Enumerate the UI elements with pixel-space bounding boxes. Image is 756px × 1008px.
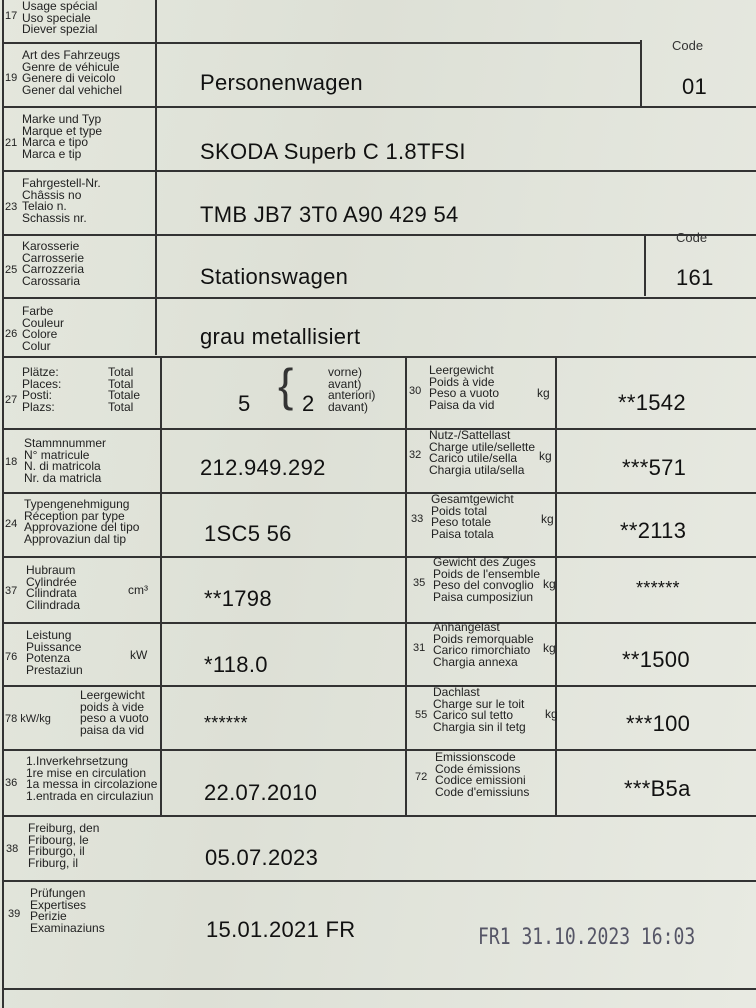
rule (2, 988, 756, 990)
train-weight-value: ****** (636, 578, 680, 598)
label-total-weight: Gesamtgewicht Poids total Peso totale Paisa totala (431, 492, 514, 541)
rule (640, 40, 642, 106)
code-header-body: Code (676, 230, 708, 245)
unit-kg: kg (543, 577, 556, 591)
label-power: Leistung Puissance Potenza Prestaziun (26, 628, 83, 677)
field-number-26: 26 (5, 328, 18, 340)
field-number-72: 72 (415, 771, 428, 783)
rule (2, 556, 756, 558)
towing-weight-value: **1500 (622, 647, 690, 672)
field-number-31: 31 (413, 642, 426, 654)
rule (2, 234, 756, 236)
rule (2, 749, 756, 751)
label-displacement: Hubraum Cylindrée Cilindrata Cilindrada (26, 563, 81, 612)
field-number-18: 18 (5, 456, 18, 468)
unit-cm3: cm³ (128, 583, 148, 597)
field-number-33: 33 (411, 513, 424, 525)
inspection-value: 15.01.2021 FR (206, 917, 356, 942)
field-number-35: 35 (413, 577, 426, 589)
first-registration-value: 22.07.2010 (204, 780, 318, 805)
color-value: grau metallisiert (200, 324, 361, 349)
label-make-model: Marke und Typ Marque et type Marca e tipo Marca e tip (22, 112, 103, 161)
label-emission-code: Emissionscode Code émissions Codice emissioni Code d'emissiuns (435, 750, 530, 799)
vehicle-type-code: 01 (682, 74, 708, 99)
rule (2, 492, 756, 494)
field-number-27: 27 (5, 394, 18, 406)
emission-code-value: ***B5a (624, 776, 691, 801)
field-number-21: 21 (5, 137, 18, 149)
label-seats-front: vorne) avant) anteriori) davant) (328, 365, 376, 414)
total-weight-value: **2113 (620, 518, 687, 543)
chassis-number-value: TMB JB7 3T0 A90 429 54 (200, 202, 459, 227)
rule (2, 815, 756, 817)
field-number-30: 30 (409, 385, 422, 397)
code-header: Code (672, 38, 704, 53)
rule (160, 356, 162, 816)
label-vehicle-type: Art des Fahrzeugs Genre de véhicule Genere di veicolo Gener dal vehichel (22, 48, 123, 97)
label-payload: Nutz-/Sattellast Charge utile/sellette Carico utile/sella Chargia utila/sella (429, 428, 536, 477)
field-number-37: 37 (5, 585, 18, 597)
rule (644, 234, 646, 296)
rule (2, 685, 756, 687)
rule (2, 170, 756, 172)
unit-kg: kg (545, 707, 558, 721)
label-place-date: Freiburg, den Fribourg, le Friburgo, il Friburg, il (28, 821, 100, 870)
type-approval-value: 1SC5 56 (204, 521, 292, 546)
empty-weight-value: **1542 (618, 390, 686, 415)
rule (2, 356, 756, 358)
field-number-39: 39 (8, 908, 21, 920)
field-number-19: 19 (5, 72, 18, 84)
print-stamp: FR1 31.10.2023 16:03 (478, 925, 696, 950)
make-model-value: SKODA Superb C 1.8TFSI (200, 139, 466, 164)
field-number-17: 17 (5, 10, 18, 22)
label-registry-number: Stammnummer N° matricule N. di matricola Nr. da matricla (24, 436, 107, 485)
label-seats-total: Total Total Totale Total (108, 365, 141, 414)
field-number-38: 38 (6, 843, 19, 855)
label-chassis-number: Fahrgestell-Nr. Châssis no Telaio n. Schassis nr. (22, 176, 101, 225)
label-inspections: Prüfungen Expertises Perizie Examinaziuns (30, 886, 105, 935)
power-value: *118.0 (204, 652, 268, 677)
power-weight-value: ****** (204, 713, 248, 733)
field-number-36: 36 (5, 777, 18, 789)
field-number-55: 55 (415, 709, 428, 721)
label-type-approval: Typengenehmigung Réception par type Approvazione del tipo Approvaziun dal tip (24, 497, 140, 546)
label-body-type: Karosserie Carrosserie Carrozzeria Carossaria (22, 239, 85, 288)
field-number-23: 23 (5, 201, 18, 213)
label-towing-weight: Anhängelast Poids remorquable Carico rimorchiato Chargia annexa (433, 620, 534, 669)
rule (2, 297, 756, 299)
unit-kg: kg (539, 449, 552, 463)
seats-front-value: 2 (302, 391, 315, 416)
field-number-32: 32 (409, 449, 422, 461)
vehicle-type-value: Personenwagen (200, 70, 363, 95)
left-border (2, 0, 4, 1008)
brace-icon: { (278, 359, 294, 411)
roof-load-value: ***100 (626, 711, 691, 736)
label-roof-load: Dachlast Charge sur le toit Carico sul tetto Chargia sin il tetg (433, 685, 526, 734)
issue-date-value: 05.07.2023 (205, 845, 319, 870)
unit-kw: kW (130, 648, 148, 662)
field-number-76: 76 (5, 651, 18, 663)
rule (2, 622, 756, 624)
label-divider-upper (155, 0, 157, 355)
field-number-24: 24 (5, 518, 18, 530)
label-usage-special: Usage spécial Uso speciale Diever spezial (22, 0, 98, 36)
unit-kg: kg (543, 641, 556, 655)
label-color: Farbe Couleur Colore Colur (22, 304, 65, 353)
rule (2, 42, 642, 44)
label-train-weight: Gewicht des Zuges Poids de l'ensemble Peso del convoglio Paisa cumposiziun (433, 555, 541, 604)
body-type-value: Stationswagen (200, 264, 349, 289)
field-number-78: 78 kW/kg (5, 713, 51, 725)
label-empty-weight: Leergewicht Poids à vide Peso a vuoto Paisa da vid (429, 363, 500, 412)
label-first-registration: 1.Inverkehrsetzung 1re mise en circulation 1a messa in circolazione 1.entrada en circulaziun (26, 754, 158, 803)
displacement-value: **1798 (204, 586, 272, 611)
seats-total-value: 5 (238, 391, 251, 416)
unit-kg: kg (541, 512, 554, 526)
rule (2, 880, 756, 882)
payload-value: ***571 (622, 455, 687, 480)
label-power-weight: Leergewicht poids à vide peso a vuoto paisa da vid (80, 688, 149, 737)
unit-kg: kg (537, 386, 550, 400)
body-type-code: 161 (676, 265, 714, 290)
rule (405, 356, 407, 816)
rule (2, 106, 756, 108)
field-number-25: 25 (5, 264, 18, 276)
rule (2, 428, 756, 430)
label-seats: Plätze: Places: Posti: Plazs: (22, 365, 62, 414)
registry-number-value: 212.949.292 (200, 455, 326, 480)
